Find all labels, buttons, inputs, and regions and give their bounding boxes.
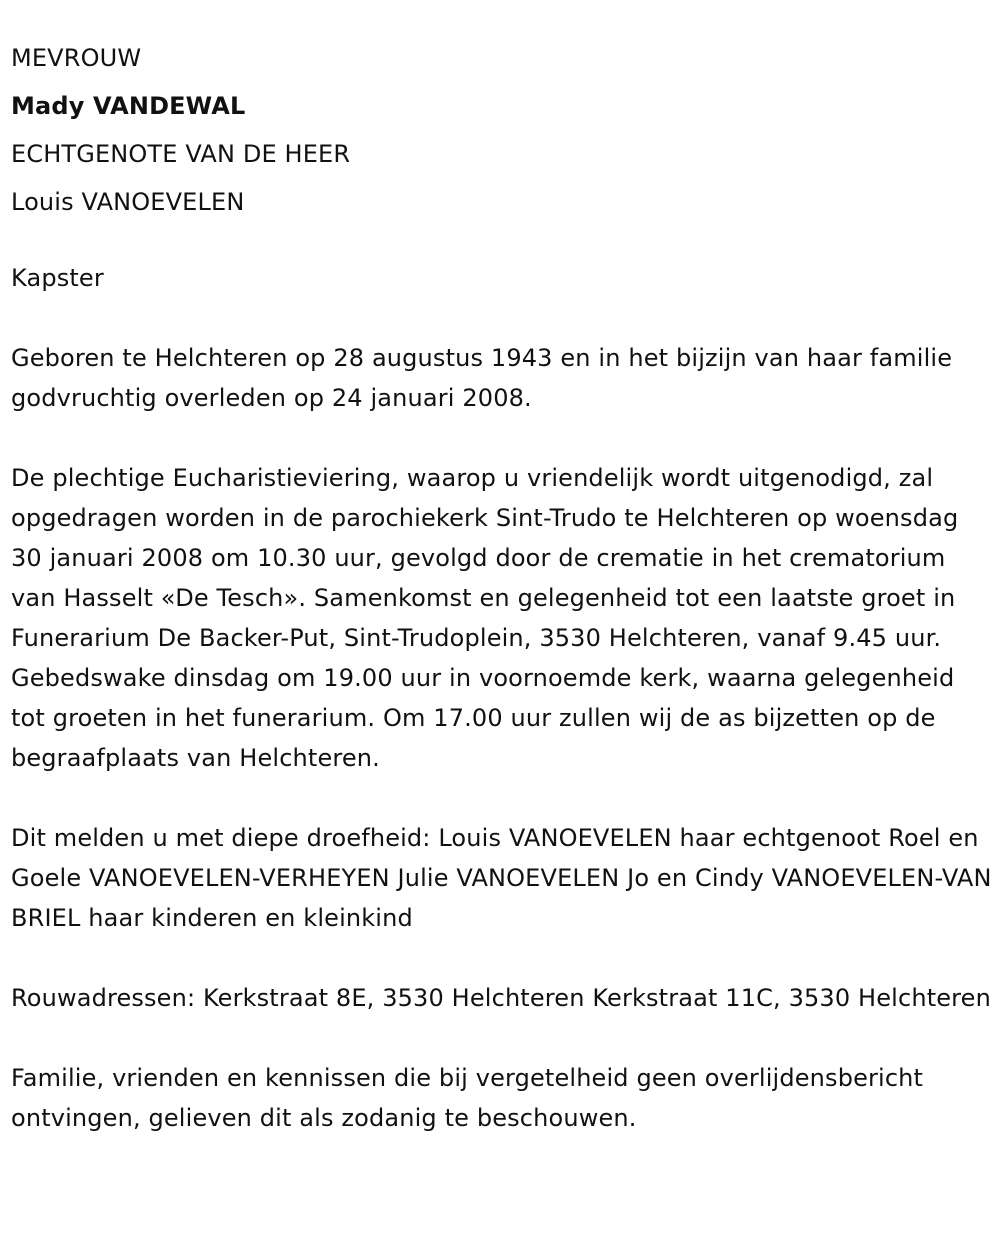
spacer [11, 778, 996, 818]
spacer [11, 226, 996, 258]
closing-note-paragraph: Familie, vrienden en kennissen die bij vergetelheid geen overlijdensbericht ontvingen, gelieven dit als zodanig te beschouwen. [11, 1064, 924, 1132]
spacer [11, 938, 996, 978]
spacer [11, 298, 996, 338]
deceased-name: Mady VANDEWAL [11, 92, 246, 120]
relation-line: ECHTGENOTE VAN DE HEER [11, 140, 351, 168]
spouse-name: Louis VANOEVELEN [11, 188, 245, 216]
spacer [11, 418, 996, 458]
spacer [11, 1018, 996, 1058]
salutation: MEVROUW [11, 44, 142, 72]
birth-death-paragraph: Geboren te Helchteren op 28 augustus 1943 en in het bijzijn van haar familie godvruchtig overleden op 24 januari 2008. [11, 344, 953, 412]
addresses-paragraph: Rouwadressen: Kerkstraat 8E, 3530 Helchteren Kerkstraat 11C, 3530 Helchteren [11, 984, 991, 1012]
occupation: Kapster [11, 264, 104, 292]
obituary-notice [11, 34, 996, 1138]
announcement-paragraph: Dit melden u met diepe droefheid: Louis VANOEVELEN haar echtgenoot Roel en Goele VANOEVELEN-VERHEYEN Julie VANOEVELEN Jo en Cindy VANOEVELEN-VAN BRIEL haar kinderen en kleinkind [11, 824, 992, 932]
ceremony-paragraph: De plechtige Eucharistieviering, waarop u vriendelijk wordt uitgenodigd, zal opgedragen worden in de parochiekerk Sint-Trudo te Helchteren op woensdag 30 januari 2008 om 10.30 uur, gevolgd door de crematie in het crematorium van Hasselt «De Tesch». Samenkomst en gelegenheid tot een laatste groet in Funerarium De Backer-Put, Sint-Trudoplein, 3530 Helchteren, vanaf 9.45 uur. Gebedswake dinsdag om 19.00 uur in voornoemde kerk, waarna gelegenheid tot groeten in het funerarium. Om 17.00 uur zullen wij de as bijzetten op de begraafplaats van Helchteren. [11, 464, 959, 772]
